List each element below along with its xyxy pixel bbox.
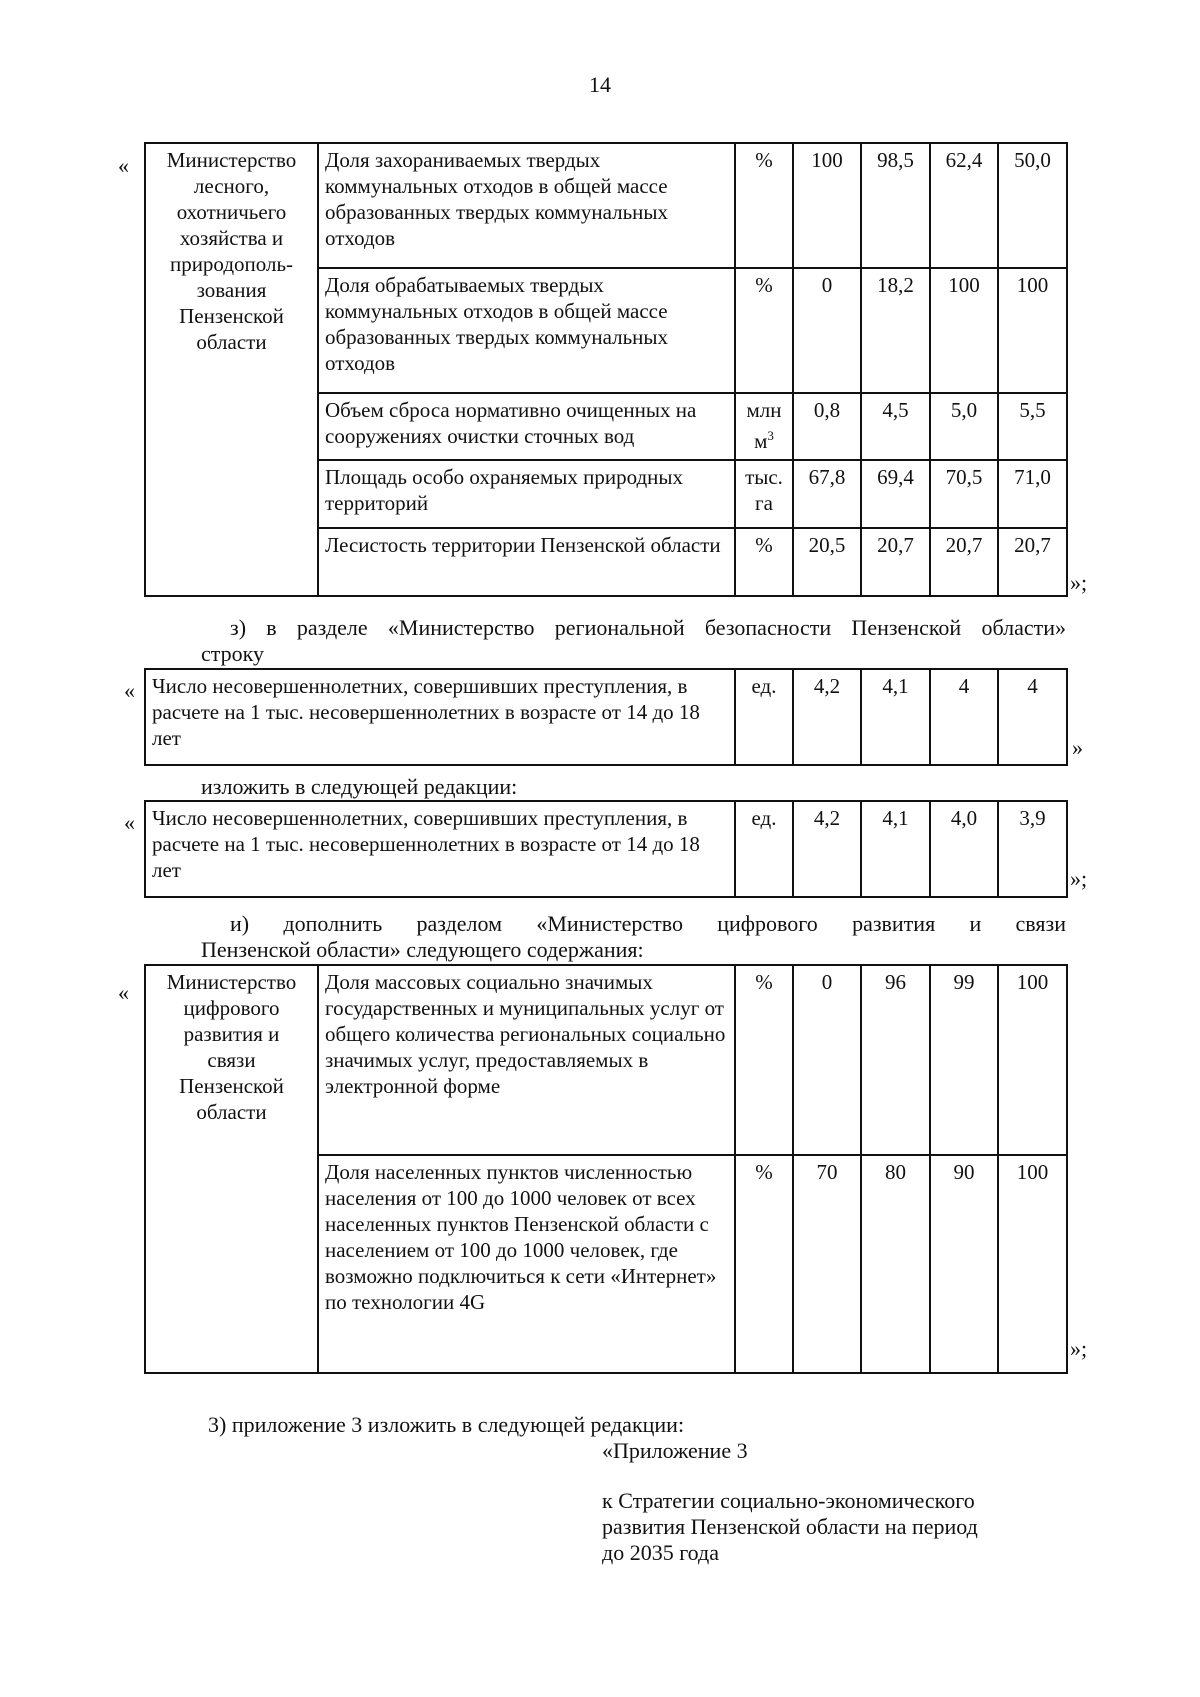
value: 5,5 [998, 393, 1067, 460]
value: 90 [930, 1155, 998, 1373]
old-row-table [144, 668, 1068, 766]
quote-open: « [124, 810, 135, 835]
unit: % [735, 528, 793, 596]
paragraph-z: з) в разделе «Министерство региональной безопасности Пензенской области» [230, 615, 1066, 640]
value: 4,1 [861, 669, 930, 765]
value: 4,0 [930, 801, 998, 897]
value: 20,7 [998, 528, 1067, 596]
ministry-cell: Министерство цифрового развития и связи Пензенской области [145, 965, 318, 1373]
indicator-name: Доля захораниваемых твердых коммунальных отходов в общей массе образованных твердых коммунальных отходов [318, 143, 735, 268]
value: 20,5 [793, 528, 861, 596]
quote-open: « [118, 153, 129, 178]
paragraph-i: и) дополнить разделом «Министерство цифрового развития и связи [230, 911, 1066, 936]
paragraph-z-cont: строку [201, 641, 265, 666]
table-row [145, 965, 1067, 1155]
indicator-name: Доля обрабатываемых твердых коммунальных отходов в общей массе образованных твердых коммунальных отходов [318, 268, 735, 393]
indicator-name: Число несовершеннолетних, совершивших преступления, в расчете на 1 тыс. несовершеннолетних в возрасте от 14 до 18 лет [145, 801, 735, 897]
value: 4,2 [793, 801, 861, 897]
value: 4,5 [861, 393, 930, 460]
value: 98,5 [861, 143, 930, 268]
table-row [145, 143, 1067, 268]
table-row [145, 801, 1067, 897]
unit: % [735, 143, 793, 268]
unit: % [735, 1155, 793, 1373]
indicator-name: Объем сброса нормативно очищенных на сооружениях очистки сточных вод [318, 393, 735, 460]
value: 70 [793, 1155, 861, 1373]
paragraph-i-cont: Пензенской области» следующего содержания: [201, 937, 644, 962]
quote-close: »; [1070, 570, 1088, 595]
value: 3,9 [998, 801, 1067, 897]
value: 4 [930, 669, 998, 765]
value: 100 [998, 1155, 1067, 1373]
quote-close: »; [1070, 866, 1088, 891]
value: 4,1 [861, 801, 930, 897]
indicator-name: Площадь особо охраняемых природных территорий [318, 460, 735, 528]
value: 69,4 [861, 460, 930, 528]
value: 80 [861, 1155, 930, 1373]
value: 5,0 [930, 393, 998, 460]
unit: млн $м^3$ [735, 393, 793, 460]
value: 96 [861, 965, 930, 1155]
quote-close: » [1072, 735, 1083, 760]
quote-open: « [124, 678, 135, 703]
paragraph-izlozhit: изложить в следующей редакции: [201, 774, 518, 799]
value: 67,8 [793, 460, 861, 528]
value: 99 [930, 965, 998, 1155]
indicator-name: Доля массовых социально значимых государственных и муниципальных услуг от общего количества региональных социально значимых услуг, предоставляемых в электронной форме [318, 965, 735, 1155]
table-row [145, 669, 1067, 765]
value: 100 [930, 268, 998, 393]
value: 20,7 [930, 528, 998, 596]
indicator-name: Число несовершеннолетних, совершивших преступления, в расчете на 1 тыс. несовершеннолетних в возрасте от 14 до 18 лет [145, 669, 735, 765]
page-number: 14 [589, 72, 611, 97]
appendix-title: «Приложение 3 [602, 1438, 748, 1463]
unit: ед. [735, 801, 793, 897]
value: 0 [793, 268, 861, 393]
value: 100 [793, 143, 861, 268]
unit: % [735, 268, 793, 393]
paragraph-3: 3) приложение 3 изложить в следующей редакции: [208, 1412, 685, 1437]
appendix-subtitle: к Стратегии социально-экономического развития Пензенской области на период до 2035 года [602, 1488, 978, 1565]
unit: % [735, 965, 793, 1155]
value: 0 [793, 965, 861, 1155]
value: 20,7 [861, 528, 930, 596]
value: 71,0 [998, 460, 1067, 528]
value: 100 [998, 965, 1067, 1155]
forestry-table [144, 142, 1068, 597]
quote-open: « [118, 980, 129, 1005]
value: 50,0 [998, 143, 1067, 268]
value: 4,2 [793, 669, 861, 765]
value: 4 [998, 669, 1067, 765]
value: 62,4 [930, 143, 998, 268]
ministry-cell: Министерство лесного, охотничьего хозяйства и природополь- зования Пензенской области [145, 143, 318, 596]
unit: ед. [735, 669, 793, 765]
value: 70,5 [930, 460, 998, 528]
digital-table [144, 964, 1068, 1374]
unit: тыс. га [735, 460, 793, 528]
value: 100 [998, 268, 1067, 393]
value: 18,2 [861, 268, 930, 393]
quote-close: »; [1070, 1336, 1088, 1361]
value: 0,8 [793, 393, 861, 460]
new-row-table [144, 800, 1068, 898]
indicator-name: Лесистость территории Пензенской области [318, 528, 735, 596]
indicator-name: Доля населенных пунктов численностью населения от 100 до 1000 человек от всех населенных пунктов Пензенской области с населением от 100 до 1000 человек, где возможно подключиться к сети «Интернет» по технологии 4G [318, 1155, 735, 1373]
